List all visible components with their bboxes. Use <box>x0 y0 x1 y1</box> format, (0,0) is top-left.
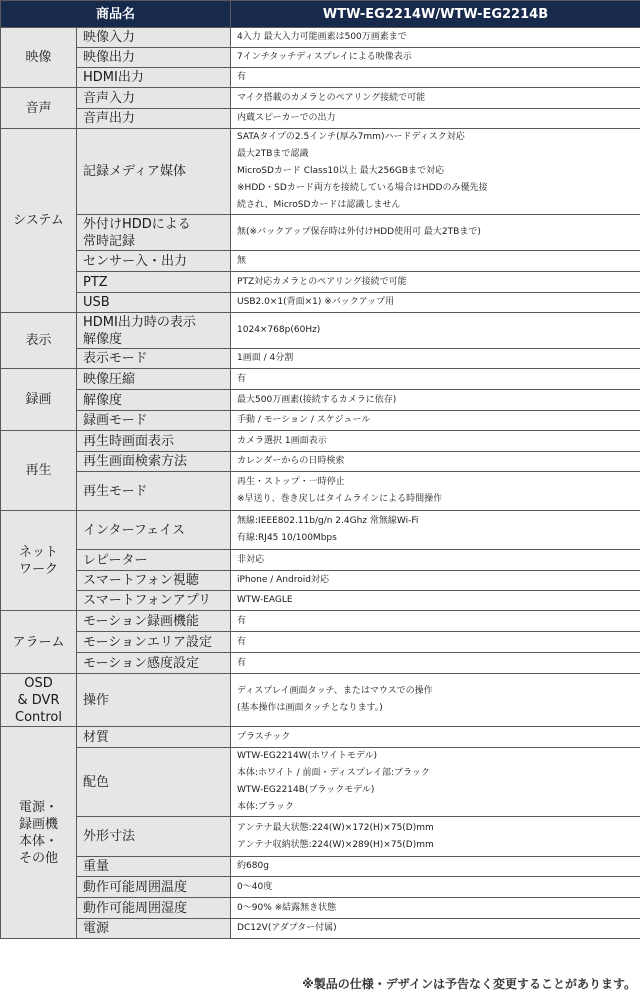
category-cell: 音声 <box>1 88 77 129</box>
spec-value <box>231 748 640 817</box>
spec-value-line: 無(※バックアップ保存時は外付けHDD使用可 最大2TBまで) <box>237 227 481 237</box>
spec-value-line: 約680g <box>237 861 269 871</box>
table-row <box>1 349 640 369</box>
category-cell: OSD & DVR Control <box>1 674 77 727</box>
spec-item-label: 電源 <box>77 919 231 939</box>
spec-value <box>231 48 640 68</box>
table-row <box>1 877 640 898</box>
spec-value-line: 再生・ストップ・一時停止 <box>237 477 345 487</box>
table-row <box>1 817 640 857</box>
spec-value-line: 1画面 / 4分割 <box>237 353 294 363</box>
spec-value-line: MicroSDカード Class10以上 最大256GBまで対応 <box>237 166 445 176</box>
spec-table-body <box>1 28 640 939</box>
spec-value <box>231 591 640 611</box>
spec-item-label: 音声入力 <box>77 88 231 109</box>
spec-item-label: インターフェイス <box>77 511 231 550</box>
table-row <box>1 452 640 472</box>
spec-value <box>231 919 640 939</box>
table-row <box>1 550 640 571</box>
category-cell: アラーム <box>1 611 77 674</box>
spec-value <box>231 293 640 313</box>
spec-value <box>231 571 640 591</box>
spec-value <box>231 452 640 472</box>
spec-item-label: 重量 <box>77 857 231 877</box>
spec-item-label: HDMI出力 <box>77 68 231 88</box>
spec-value-line: 無線:IEEE802.11b/g/n 2.4Ghz 常無線Wi-Fi <box>237 516 419 526</box>
table-row <box>1 674 640 727</box>
spec-item-label: センサー入・出力 <box>77 251 231 272</box>
table-row <box>1 748 640 817</box>
spec-value-line: 最大2TBまで認識 <box>237 149 309 159</box>
spec-item-label: 外形寸法 <box>77 817 231 857</box>
table-row <box>1 88 640 109</box>
spec-item-label: 再生画面検索方法 <box>77 452 231 472</box>
spec-item-label: スマートフォンアプリ <box>77 591 231 611</box>
spec-value-line: USB2.0×1(背面×1) ※バックアップ用 <box>237 297 395 307</box>
spec-item-label: 音声出力 <box>77 109 231 129</box>
spec-value <box>231 611 640 632</box>
spec-value <box>231 632 640 653</box>
spec-value-line: 手動 / モーション / スケジュール <box>237 415 371 425</box>
spec-value <box>231 88 640 109</box>
spec-value <box>231 129 640 215</box>
category-cell: 映像 <box>1 28 77 88</box>
spec-item-label: USB <box>77 293 231 313</box>
spec-item-label: 材質 <box>77 727 231 748</box>
spec-value-line: 本体:ブラック <box>237 802 294 812</box>
category-cell: 再生 <box>1 431 77 511</box>
spec-value <box>231 349 640 369</box>
spec-value <box>231 215 640 251</box>
table-row <box>1 653 640 674</box>
spec-value-line: 有 <box>237 72 247 82</box>
spec-value <box>231 727 640 748</box>
table-row <box>1 68 640 88</box>
spec-value-line: iPhone / Android対応 <box>237 575 329 585</box>
table-row <box>1 109 640 129</box>
category-cell: ネット ワーク <box>1 511 77 611</box>
spec-value-line: DC12V(アダプター付属) <box>237 923 337 933</box>
table-row <box>1 48 640 68</box>
category-cell: 表示 <box>1 313 77 369</box>
spec-item-label: レピーター <box>77 550 231 571</box>
spec-value <box>231 313 640 349</box>
table-row <box>1 369 640 390</box>
spec-value-line: 0〜40度 <box>237 881 273 892</box>
spec-value-line: アンテナ収納状態:224(W)×289(H)×75(D)mm <box>237 839 434 850</box>
spec-value <box>231 550 640 571</box>
spec-value-line: WTW-EG2214B(ブラックモデル) <box>237 785 375 795</box>
table-row <box>1 411 640 431</box>
spec-value <box>231 369 640 390</box>
spec-item-label: 配色 <box>77 748 231 817</box>
spec-item-label: スマートフォン視聴 <box>77 571 231 591</box>
spec-item-label: 操作 <box>77 674 231 727</box>
spec-value-line: ※早送り、巻き戻しはタイムラインによる時間操作 <box>237 494 443 504</box>
table-row <box>1 390 640 411</box>
footnote: ※製品の仕様・デザインは予告なく変更することがあります。 <box>302 977 636 991</box>
spec-value-line: 最大500万画素(接続するカメラに依存) <box>237 394 397 405</box>
spec-item-label: 動作可能周囲温度 <box>77 877 231 898</box>
spec-item-label: モーション感度設定 <box>77 653 231 674</box>
spec-value <box>231 272 640 293</box>
spec-value-line: 非対応 <box>237 554 265 565</box>
spec-value-line: ※HDD・SDカード両方を接続している場合はHDDのみ優先接 <box>237 183 488 193</box>
spec-value <box>231 431 640 452</box>
spec-value-line: 有線:RJ45 10/100Mbps <box>237 533 337 543</box>
model-number-header: WTW-EG2214W/WTW-EG2214B <box>231 1 640 28</box>
spec-item-label: PTZ <box>77 272 231 293</box>
spec-item-label: 記録メディア媒体 <box>77 129 231 215</box>
spec-value <box>231 898 640 919</box>
spec-value-line: WTW-EAGLE <box>237 595 293 605</box>
table-row <box>1 919 640 939</box>
table-header-row <box>1 1 640 28</box>
spec-value <box>231 109 640 129</box>
spec-value <box>231 857 640 877</box>
spec-value <box>231 411 640 431</box>
category-cell: 録画 <box>1 369 77 431</box>
spec-value-line: 有 <box>237 615 247 626</box>
table-row <box>1 28 640 48</box>
spec-item-label: 再生モード <box>77 472 231 511</box>
spec-value <box>231 674 640 727</box>
table-row <box>1 215 640 251</box>
spec-item-label: 解像度 <box>77 390 231 411</box>
spec-value-line: 有 <box>237 636 247 647</box>
spec-value-line: 4入力 最大入力可能画素は500万画素まで <box>237 32 407 42</box>
spec-value-line: カメラ選択 1画面表示 <box>237 435 327 446</box>
spec-value-line: PTZ対応カメラとのペアリング接続で可能 <box>237 276 407 287</box>
table-row <box>1 472 640 511</box>
table-row <box>1 272 640 293</box>
spec-value-line: 有 <box>237 657 247 668</box>
category-cell: 電源・ 録画機 本体・ その他 <box>1 727 77 939</box>
spec-value-line: カレンダーからの日時検索 <box>237 456 345 466</box>
spec-value <box>231 511 640 550</box>
spec-item-label: 録画モード <box>77 411 231 431</box>
table-row <box>1 611 640 632</box>
spec-item-label: HDMI出力時の表示 解像度 <box>77 313 231 349</box>
spec-value-line: (基本操作は画面タッチとなります。) <box>237 703 383 713</box>
spec-value <box>231 390 640 411</box>
product-name-header: 商品名 <box>1 1 231 28</box>
spec-item-label: 映像圧縮 <box>77 369 231 390</box>
spec-value <box>231 28 640 48</box>
spec-item-label: 動作可能周囲湿度 <box>77 898 231 919</box>
spec-value <box>231 877 640 898</box>
table-row <box>1 313 640 349</box>
table-row <box>1 632 640 653</box>
table-row <box>1 293 640 313</box>
spec-item-label: モーションエリア設定 <box>77 632 231 653</box>
spec-value-line: アンテナ最大状態:224(W)×172(H)×75(D)mm <box>237 822 434 833</box>
category-cell: システム <box>1 129 77 313</box>
table-row <box>1 857 640 877</box>
table-row <box>1 898 640 919</box>
spec-value-line: 内蔵スピーカーでの出力 <box>237 113 336 123</box>
spec-value-line: 1024×768p(60Hz) <box>237 325 321 335</box>
spec-value-line: WTW-EG2214W(ホワイトモデル) <box>237 751 377 761</box>
spec-item-label: 再生時画面表示 <box>77 431 231 452</box>
table-row <box>1 591 640 611</box>
spec-value <box>231 653 640 674</box>
table-row <box>1 571 640 591</box>
spec-value-line: ディスプレイ画面タッチ、またはマウスでの操作 <box>237 686 433 696</box>
spec-value <box>231 472 640 511</box>
spec-value-line: 7インチタッチディスプレイによる映像表示 <box>237 52 412 62</box>
spec-value-line: SATAタイプの2.5インチ(厚み7mm)ハードディスク対応 <box>237 132 465 142</box>
spec-item-label: 映像出力 <box>77 48 231 68</box>
spec-value-line: 本体:ホワイト / 前面・ディスプレイ部:ブラック <box>237 768 430 778</box>
spec-value-line: プラスチック <box>237 731 291 742</box>
table-row <box>1 129 640 215</box>
table-row <box>1 431 640 452</box>
spec-value-line: 続され、MicroSDカードは認識しません <box>237 200 401 210</box>
table-row <box>1 251 640 272</box>
spec-item-label: モーション録画機能 <box>77 611 231 632</box>
spec-value-line: マイク搭載のカメラとのペアリング接続で可能 <box>237 92 426 103</box>
spec-item-label: 表示モード <box>77 349 231 369</box>
spec-value-line: 0〜90% ※結露無き状態 <box>237 902 337 913</box>
table-row <box>1 727 640 748</box>
spec-value <box>231 817 640 857</box>
spec-value-line: 有 <box>237 373 247 384</box>
spec-value <box>231 68 640 88</box>
spec-item-label: 外付けHDDによる 常時記録 <box>77 215 231 251</box>
table-row <box>1 511 640 550</box>
spec-item-label: 映像入力 <box>77 28 231 48</box>
spec-value <box>231 251 640 272</box>
spec-value-line: 無 <box>237 255 247 266</box>
